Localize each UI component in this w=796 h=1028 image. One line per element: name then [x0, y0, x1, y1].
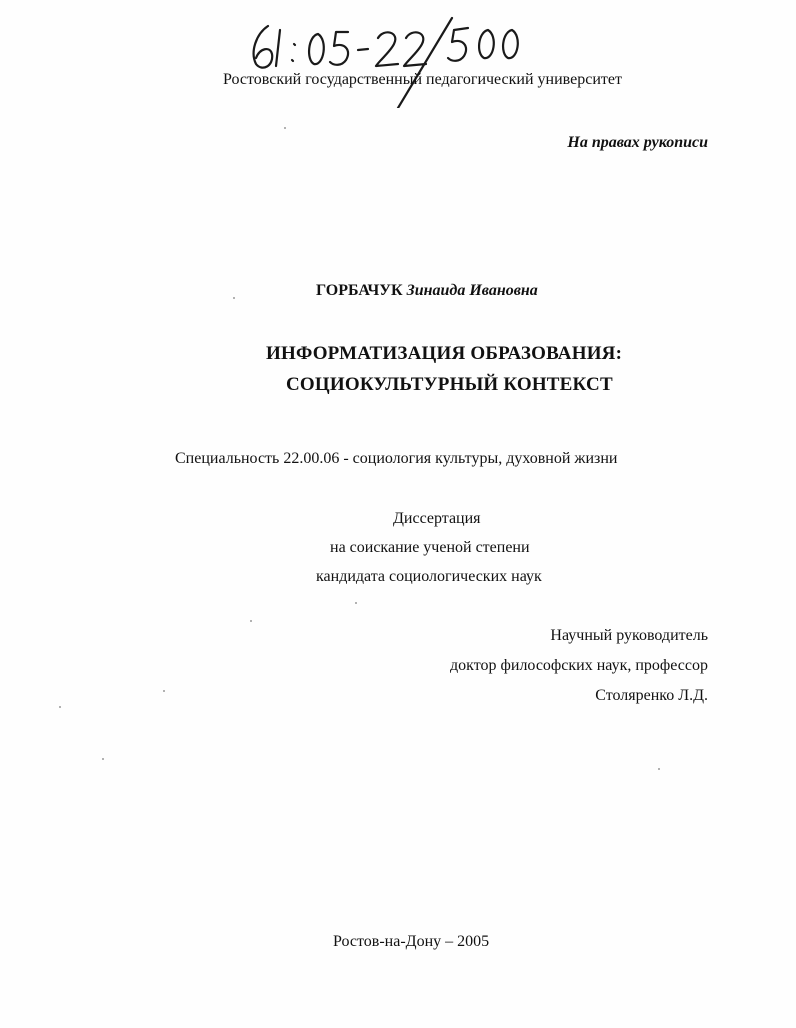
university-name: Ростовский государственный педагогический университет [223, 71, 622, 88]
scan-speck [658, 768, 660, 770]
author-name [316, 281, 538, 301]
city-year: Ростов-на-Дону – 2005 [333, 933, 490, 950]
specialty-line: Специальность 22.00.06 - социология культуры, духовной жизни [175, 450, 618, 467]
degree-name: кандидата социологических наук [316, 568, 542, 585]
scan-speck [102, 758, 104, 760]
scan-speck [59, 706, 61, 708]
dissertation-type: Диссертация [393, 510, 481, 527]
author-surname: ГОРБАЧУК [316, 282, 403, 299]
dissertation-title-line-1: ИНФОРМАТИЗАЦИЯ ОБРАЗОВАНИЯ: [266, 343, 623, 364]
author-given-names: Зинаида Ивановна [406, 282, 538, 299]
scan-speck [250, 620, 252, 622]
manuscript-rights-note: На правах рукописи [567, 134, 708, 151]
scan-speck [233, 297, 235, 299]
supervisor-role: Научный руководитель [550, 627, 708, 644]
handwritten-archive-code [240, 8, 540, 108]
supervisor-degree: доктор философских наук, профессор [450, 657, 708, 674]
scan-speck [284, 127, 286, 129]
degree-purpose: на соискание ученой степени [330, 539, 530, 556]
dissertation-title-line-2: СОЦИОКУЛЬТУРНЫЙ КОНТЕКСТ [286, 374, 613, 395]
scan-speck [163, 690, 165, 692]
supervisor-name: Столяренко Л.Д. [595, 687, 708, 704]
scan-speck [355, 602, 357, 604]
